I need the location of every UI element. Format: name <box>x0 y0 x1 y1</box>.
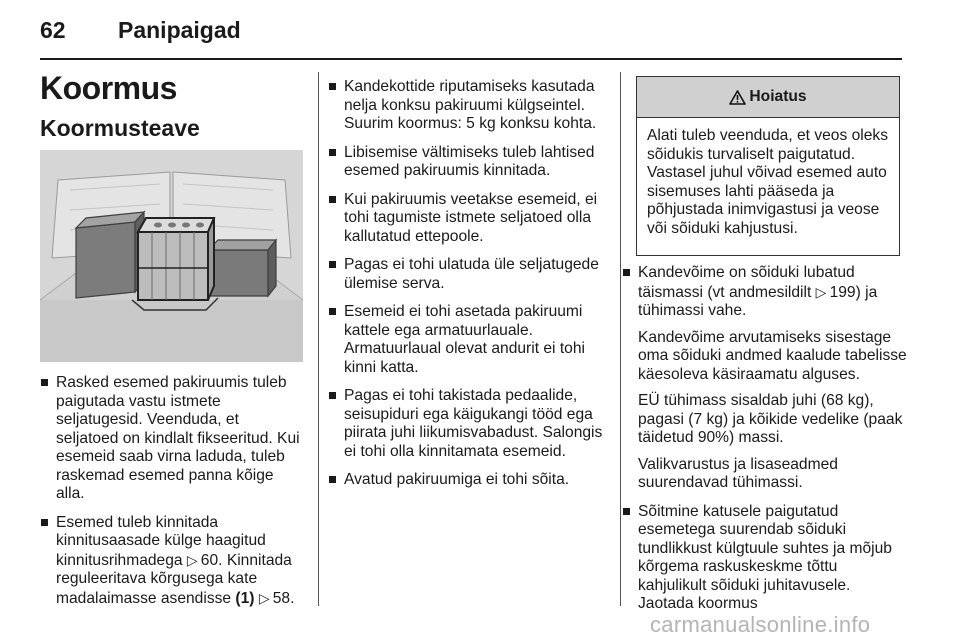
list-item-text: . <box>290 589 295 607</box>
list-item-text: ) ja tühimassi vahe. <box>638 283 878 319</box>
page-reference-icon: ▷ <box>815 283 827 300</box>
warning-box <box>636 76 900 256</box>
page-title: Koormus <box>40 70 177 106</box>
list-item <box>328 303 608 377</box>
paragraph: EÜ tühimass sisaldab juhi (68 kg), pagasi (7 kg) ja kõikide vedelike (paak täidetud 90%) massi. <box>638 392 903 446</box>
warning-label: Hoiatus <box>749 88 807 105</box>
column-left <box>40 374 305 618</box>
list-item <box>328 78 608 134</box>
list-item <box>328 387 608 461</box>
list-item <box>40 374 305 504</box>
list-item-text: Kui pakiruumis veetakse esemeid, ei tohi tagumiste istmete seljatoed olla kallutatud ettepoole. <box>344 190 598 245</box>
page-subtitle: Koormusteave <box>40 115 200 141</box>
list-item-text: Pagas ei tohi takistada pedaalide, seisupiduri ega käigukangi tööd ega piirata juhi liikumisvabadust. Salongis ei tohi olla kinnitamata esemeid. <box>344 387 603 460</box>
column-divider <box>620 72 621 606</box>
warning-text: Alati tuleb veenduda, et veos oleks sõidukis turvaliselt paigutatud. Vastasel juhul võivad esemed auto sisemuses lahti pääseda ja põhjustada inimvigastusi ja veose või sõiduki kahjustusi. <box>647 127 888 237</box>
list-item-text: Libisemise vältimiseks tuleb lahtised esemed pakiruumis kinnitada. <box>344 143 595 179</box>
paragraph: Kandevõime arvutamiseks sisestage oma sõiduki andmed kaalude tabelisse käesoleva käsiraamatu alguses. <box>638 328 907 383</box>
warning-triangle-icon <box>729 90 746 105</box>
list-item-text: Sõitmine katusele paigutatud esemetega suurendab sõiduki tundlikkust külgtuule suhtes ja mõjub kõrgema raskuskeskme tõttu kahjulikult sõiduki juhitavusele. Jaotada koormus <box>638 502 892 612</box>
list-item-text: Avatud pakiruumiga ei tohi sõita. <box>344 471 570 488</box>
page-reference[interactable]: 199 <box>829 283 856 301</box>
list-item-text: Esemeid ei tohi asetada pakiruumi kattele ega armatuurlauale. Armatuurlaual olevat andurit ei tohi kinni katta. <box>344 303 585 376</box>
list-item <box>328 256 608 293</box>
list-item-text: Kandekottide riputamiseks kasutada nelja konksu pakiruumi külgseintel. Suurim koormus: 5 kg konksu kohta. <box>344 78 597 132</box>
page-reference-icon: ▷ <box>186 551 198 568</box>
list-item-text: Pagas ei tohi ulatuda üle seljatugede ülemise serva. <box>344 256 599 292</box>
list-item-text: Rasked esemed pakiruumis tuleb paigutada vastu istmete seljatugesid. Veenduda, et seljatoed on kindlalt fikseeritud. Kui esemeid saab virna laduda, tuleb raskemad esemed panna kõige alla. <box>56 374 300 502</box>
watermark: carmanualsonline.info <box>650 612 871 637</box>
section-title: Panipaigad <box>118 17 241 43</box>
warning-header <box>637 77 899 118</box>
list-item <box>328 191 608 247</box>
list-item <box>622 503 907 614</box>
list-item <box>40 514 305 609</box>
page-reference[interactable]: 60 <box>200 551 219 569</box>
paragraph: Valikvarustus ja lisaseadmed suurendavad tühimassi. <box>638 455 838 491</box>
column-divider <box>318 72 319 606</box>
page-reference[interactable]: 58 <box>272 589 291 607</box>
trunk-luggage-illustration <box>40 150 303 362</box>
header-divider <box>40 58 902 60</box>
list-item <box>328 471 608 490</box>
page-reference-icon: ▷ <box>258 589 270 606</box>
list-item <box>328 144 608 181</box>
page-number: 62 <box>40 17 66 43</box>
column-middle <box>328 78 608 500</box>
list-item-text: . Kinnitada reguleeritava kõrgusega kate madalaimasse asendisse <box>56 551 292 607</box>
list-item <box>622 264 907 493</box>
column-right <box>622 264 907 624</box>
callout-number: (1) <box>235 589 255 607</box>
list-item-text: Esemed tuleb kinnitada kinnitusaasade külge haagitud kinnitusrihmadega <box>56 513 266 569</box>
list-item-text: Kandevõime on sõiduki lubatud täismassi (vt andmesildilt <box>638 264 855 301</box>
